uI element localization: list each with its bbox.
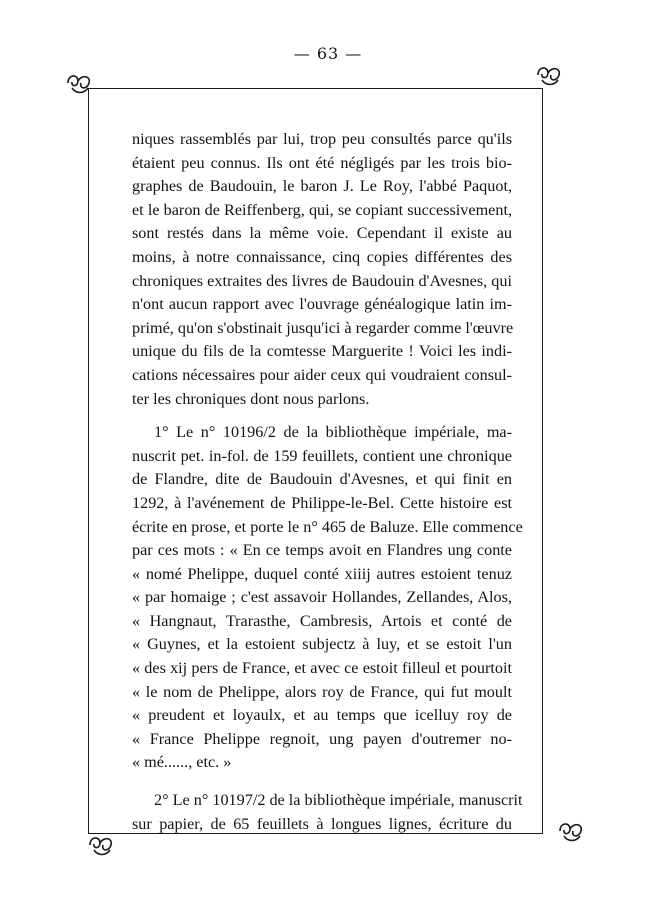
quote-line: « le nom de Phelippe, alors roy de France, qui fut moult (132, 682, 512, 701)
quote-line: « des xij pers de France, et avec ce estoit filleul et pourtoit (132, 659, 512, 678)
text-line: chroniques extraites des livres de Baudouin d'Avesnes, qui (132, 271, 512, 290)
text-line: niques rassemblés par lui, trop peu consultés parce qu'ils (132, 130, 512, 148)
quote-line: « nomé Phelippe, duquel conté xiiij autres estoient tenuz (132, 564, 512, 583)
text-line: primé, qu'on s'obstinait jusqu'ici à regarder comme l'œuvre (132, 318, 514, 337)
text-line: et le baron de Reiffenberg, qui, se copiant successivement, (132, 200, 512, 219)
quote-line: « mé......, etc. » (132, 753, 232, 772)
quote-line: « preudent et loyaulx, et au temps que icelluy roy de (132, 706, 512, 725)
page-number: — 63 — (293, 44, 363, 63)
flourish-icon (534, 62, 564, 88)
text-line: ter les chroniques dont nous parlons. (132, 389, 370, 408)
flourish-icon (64, 70, 94, 96)
quote-line: « Guynes, et la estoient subjectz à luy, et se estoit l'un (132, 635, 512, 654)
paragraph-1 (132, 128, 512, 411)
text-line: 1° Le n° 10196/2 de la bibliothèque impériale, ma- (154, 423, 512, 442)
flourish-icon (556, 818, 586, 844)
text-line: par ces mots : « En ce temps avoit en Flandres ung conte (132, 541, 512, 560)
text-line: unique du fils de la comtesse Marguerite ! Voici les indi- (132, 342, 512, 361)
text-line: nuscrit pet. in-fol. de 159 feuillets, contient une chronique (132, 446, 512, 465)
text-line: graphes de Baudouin, le baron J. Le Roy, l'abbé Paquot, (132, 177, 512, 196)
text-line: moins, à notre connaissance, cinq copies différentes des (132, 247, 512, 266)
paragraph-3 (132, 789, 523, 836)
text-line: sont restés dans la même voie. Cependant il existe au (132, 224, 512, 243)
text-line: écrite en prose, et porte le n° 465 de Baluze. Elle commence (132, 517, 523, 536)
text-line: sur papier, de 65 feuillets à longues lignes, écriture du (132, 814, 512, 833)
quote-line: « Hangnaut, Trarasthe, Cambresis, Artois et conté de (132, 611, 512, 630)
paragraph-2 (132, 421, 523, 775)
quote-line: « par homaige ; c'est assavoir Hollandes, Zellandes, Alos, (132, 588, 512, 607)
text-line: 2° Le n° 10197/2 de la bibliothèque impériale, manuscrit (154, 791, 523, 810)
text-line: étaient peu connus. Ils ont été négligés par les trois bio- (132, 153, 512, 172)
quote-line: « France Phelippe regnoit, ung payen d'outremer no- (132, 729, 512, 748)
text-line: cations nécessaires pour aider ceux qui voudraient consul- (132, 365, 512, 384)
text-line: n'ont aucun rapport avec l'ouvrage généalogique latin im- (132, 295, 512, 314)
body-text (132, 128, 523, 836)
text-line: 1292, à l'avénement de Philippe-le-Bel. Cette histoire est (132, 493, 512, 512)
flourish-icon (86, 832, 116, 858)
text-line: de Flandre, dite de Baudouin d'Avesnes, et qui finit en (132, 470, 512, 489)
